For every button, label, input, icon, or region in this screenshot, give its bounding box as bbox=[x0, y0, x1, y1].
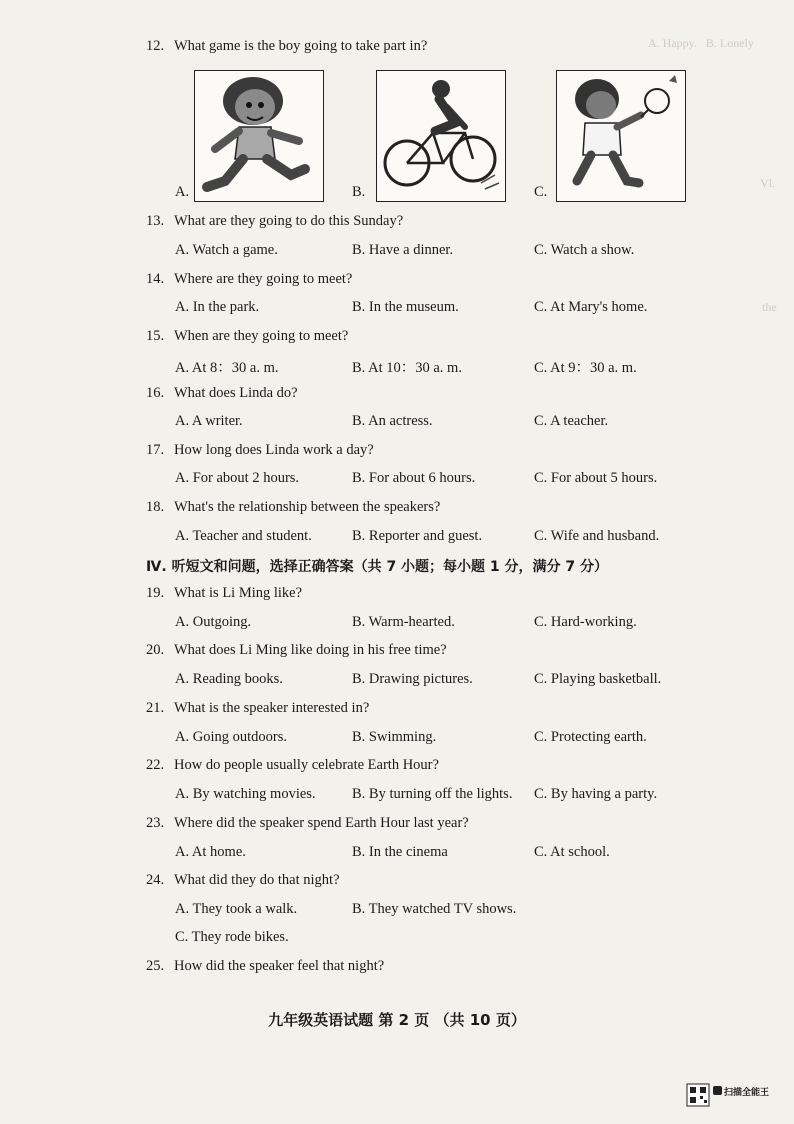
option-17a: A. For about 2 hours. bbox=[175, 470, 300, 486]
question-12: 12. What game is the boy going to take part in? bbox=[146, 38, 428, 54]
question-16: 16. What does Linda do? bbox=[146, 385, 298, 401]
option-22c: C. By having a party. bbox=[534, 786, 658, 802]
option-23a: A. At home. bbox=[175, 844, 246, 860]
question-21: 21. What is the speaker interested in? bbox=[146, 700, 370, 716]
option-18a: A. Teacher and student. bbox=[175, 528, 312, 544]
option-14c: C. At Mary's home. bbox=[534, 299, 648, 315]
option-21a: A. Going outdoors. bbox=[175, 729, 287, 745]
option-16a: A. A writer. bbox=[175, 413, 243, 429]
option-16b: B. An actress. bbox=[352, 413, 433, 429]
option-21b: B. Swimming. bbox=[352, 729, 437, 745]
option-24b: B. They watched TV shows. bbox=[352, 901, 517, 917]
question-19: 19. What is Li Ming like? bbox=[146, 585, 303, 601]
cyclist-icon bbox=[377, 71, 505, 201]
option-15a: A. At 8：30 a. m. bbox=[175, 360, 279, 376]
option-24a: A. They took a walk. bbox=[175, 901, 298, 917]
option-13b: B. Have a dinner. bbox=[352, 242, 454, 258]
option-22b: B. By turning off the lights. bbox=[352, 786, 513, 802]
option-21c: C. Protecting earth. bbox=[534, 729, 647, 745]
option-19b: B. Warm-hearted. bbox=[352, 614, 455, 630]
question-17: 17. How long does Linda work a day? bbox=[146, 442, 374, 458]
option-19c: C. Hard-working. bbox=[534, 614, 637, 630]
option-17c: C. For about 5 hours. bbox=[534, 470, 658, 486]
question-20: 20. What does Li Ming like doing in his free time? bbox=[146, 642, 447, 658]
picture-c-badminton-boy bbox=[556, 70, 686, 202]
option-20b: B. Drawing pictures. bbox=[352, 671, 473, 687]
option-24c: C. They rode bikes. bbox=[175, 929, 289, 945]
question-24: 24. What did they do that night? bbox=[146, 872, 340, 888]
picture-label-a: A. bbox=[175, 184, 190, 200]
scanner-app-name: 扫描全能王 bbox=[724, 1088, 770, 1098]
picture-b-cyclist bbox=[376, 70, 506, 202]
option-23b: B. In the cinema bbox=[352, 844, 448, 860]
question-14: 14. Where are they going to meet? bbox=[146, 271, 353, 287]
picture-label-b: B. bbox=[352, 184, 366, 200]
option-15c: C. At 9：30 a. m. bbox=[534, 360, 637, 376]
bleed-through-text: A. Happy. B. Lonely bbox=[648, 36, 754, 50]
option-17b: B. For about 6 hours. bbox=[352, 470, 476, 486]
option-18c: C. Wife and husband. bbox=[534, 528, 660, 544]
question-15: 15. When are they going to meet? bbox=[146, 328, 349, 344]
option-18b: B. Reporter and guest. bbox=[352, 528, 483, 544]
option-23c: C. At school. bbox=[534, 844, 610, 860]
question-23: 23. Where did the speaker spend Earth Hour last year? bbox=[146, 815, 469, 831]
option-16c: C. A teacher. bbox=[534, 413, 609, 429]
option-19a: A. Outgoing. bbox=[175, 614, 252, 630]
section-4-title: Ⅳ. 听短文和问题，选择正确答案（共 7 小题；每小题 1 分，满分 7 分） bbox=[146, 559, 609, 575]
option-13a: A. Watch a game. bbox=[175, 242, 278, 258]
question-25: 25. How did the speaker feel that night? bbox=[146, 958, 385, 974]
bleed-through-text: Vl. bbox=[760, 176, 775, 190]
bleed-through-text: the bbox=[762, 300, 777, 314]
question-22: 22. How do people usually celebrate Earth Hour? bbox=[146, 757, 439, 773]
option-20c: C. Playing basketball. bbox=[534, 671, 662, 687]
picture-label-c: C. bbox=[534, 184, 548, 200]
scanner-watermark bbox=[686, 1082, 776, 1110]
option-15b: B. At 10：30 a. m. bbox=[352, 360, 462, 376]
option-14b: B. In the museum. bbox=[352, 299, 459, 315]
picture-a-running-boy bbox=[194, 70, 324, 202]
option-13c: C. Watch a show. bbox=[534, 242, 635, 258]
badminton-player-icon bbox=[557, 71, 685, 201]
option-22a: A. By watching movies. bbox=[175, 786, 316, 802]
question-18: 18. What's the relationship between the speakers? bbox=[146, 499, 441, 515]
question-13: 13. What are they going to do this Sunday? bbox=[146, 213, 404, 229]
running-boy-icon bbox=[195, 71, 323, 201]
option-20a: A. Reading books. bbox=[175, 671, 283, 687]
page-footer: 九年级英语试题 第 2 页 （共 10 页） bbox=[268, 1011, 526, 1029]
option-14a: A. In the park. bbox=[175, 299, 260, 315]
